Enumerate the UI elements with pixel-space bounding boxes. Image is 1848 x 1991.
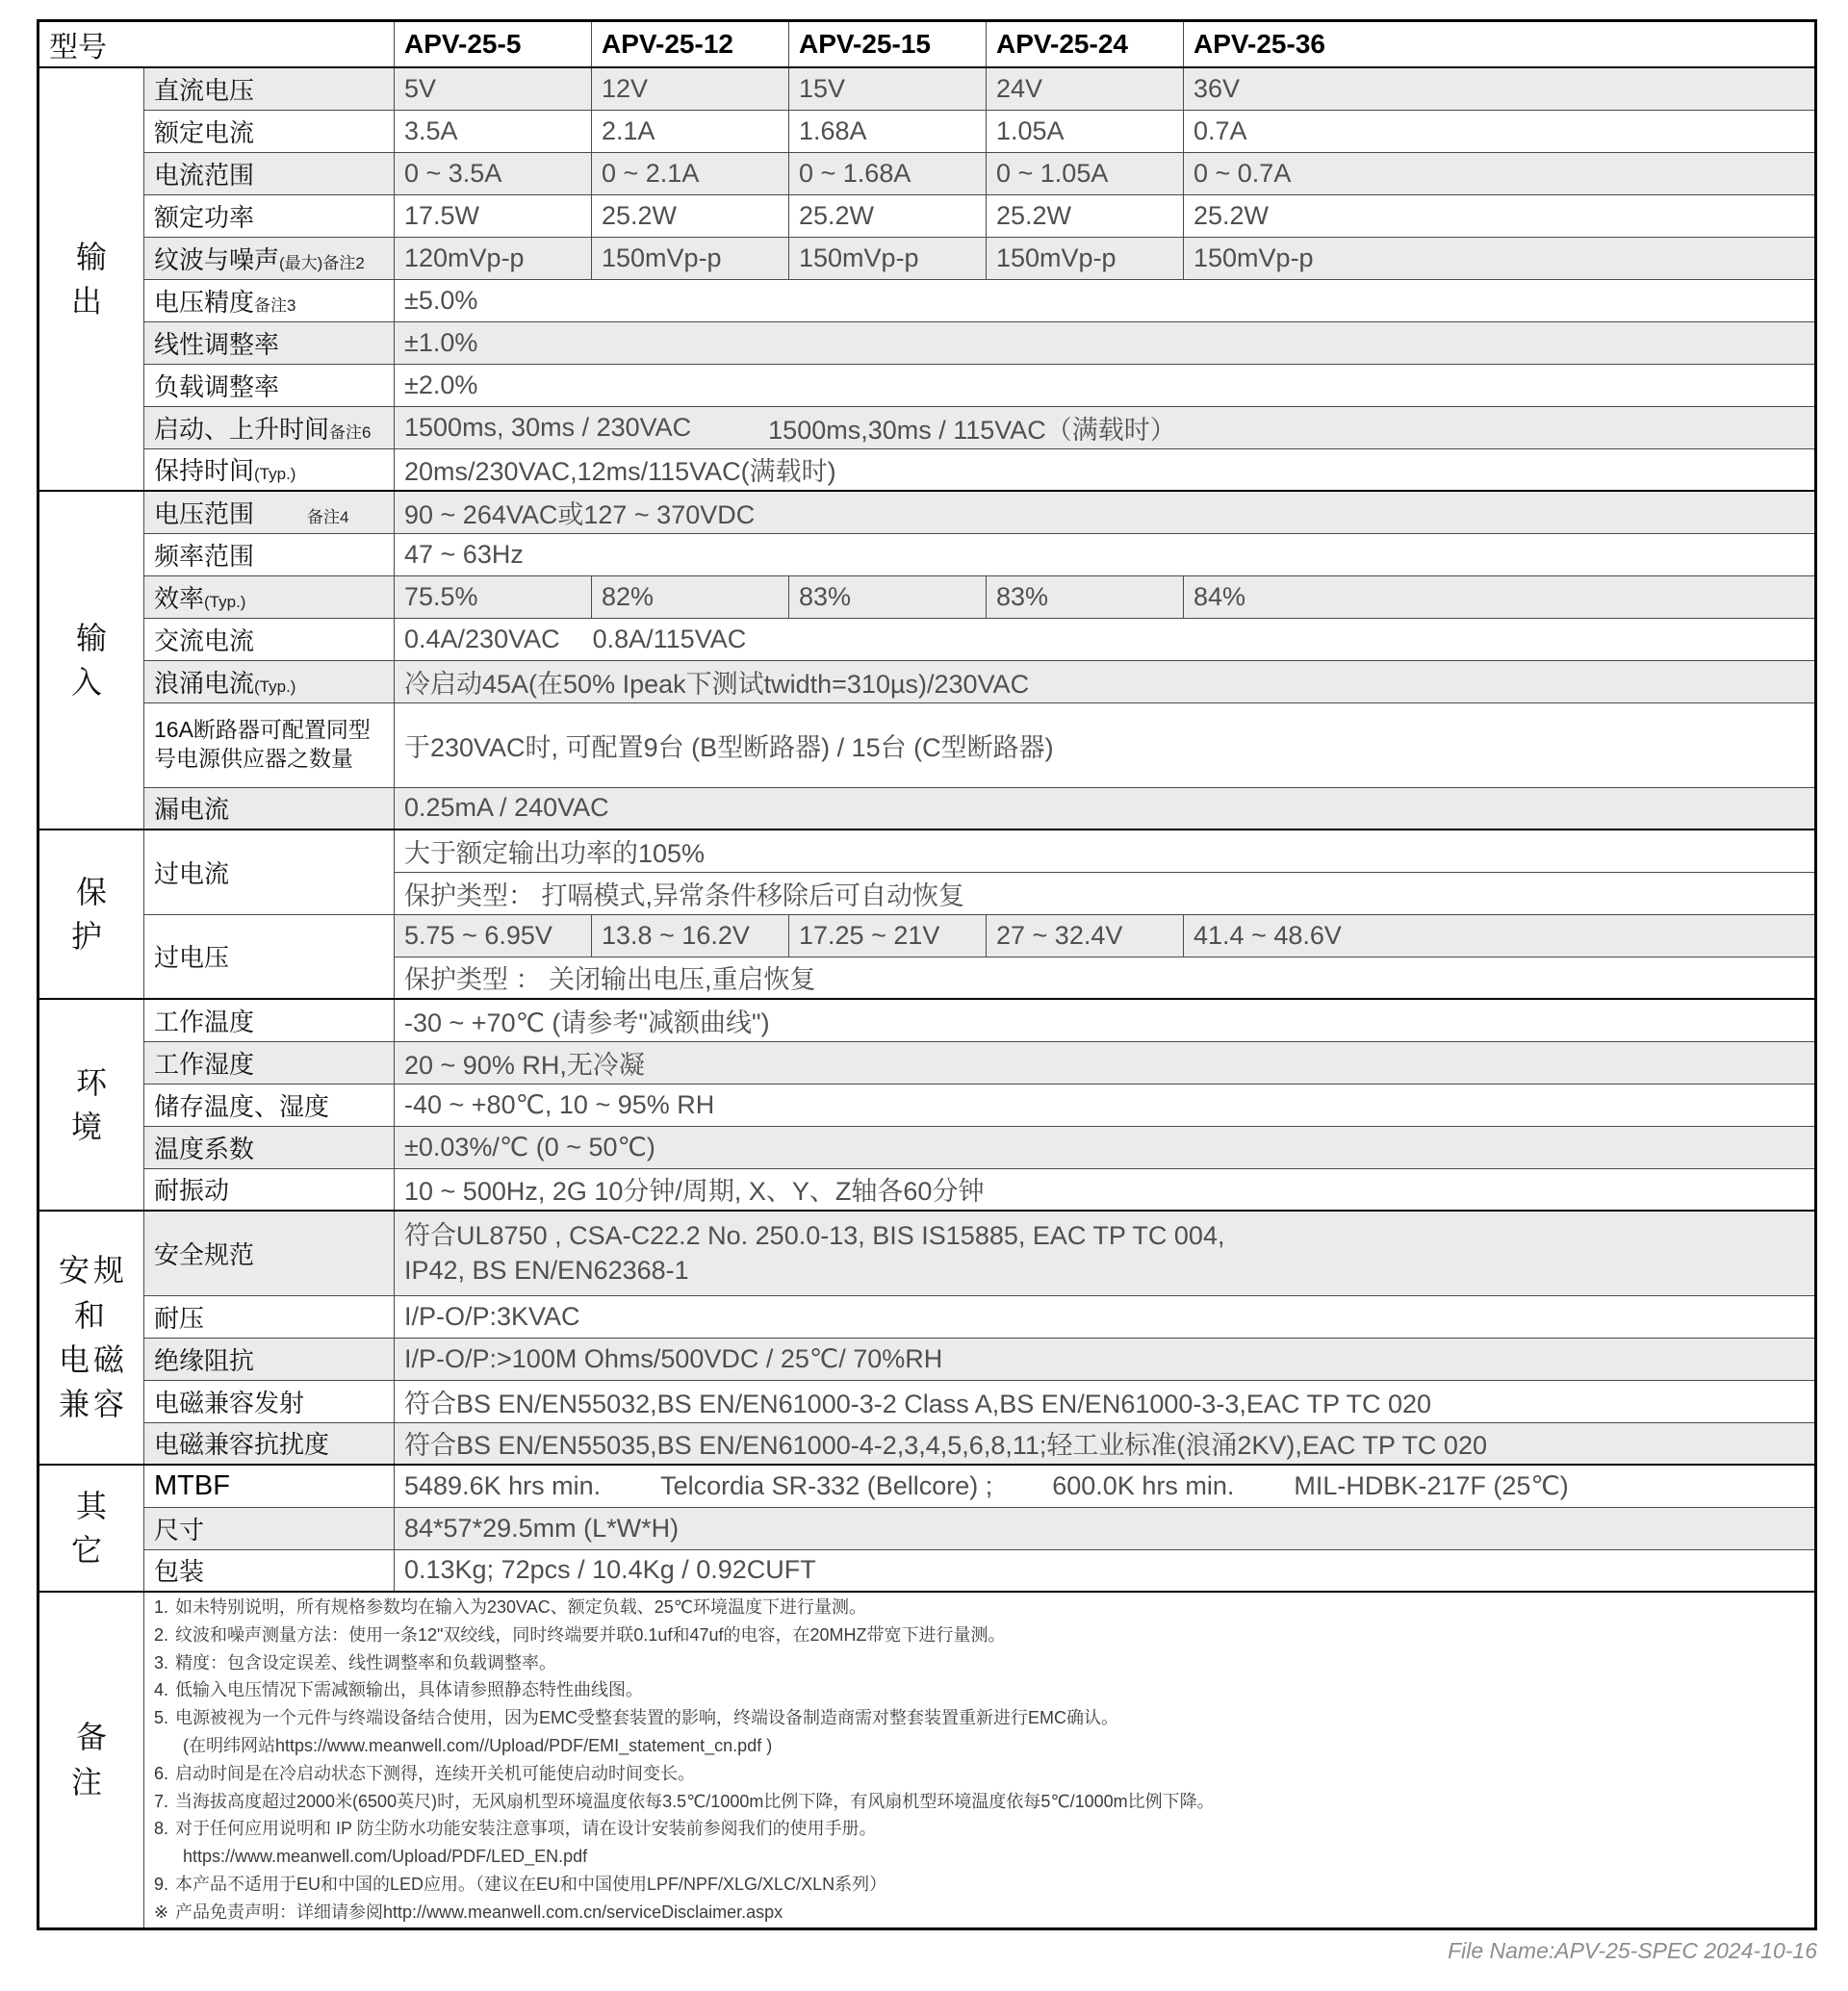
row-label-packing: 包装: [144, 1549, 395, 1592]
ac-current-230vac: 0.4A/230VAC: [404, 624, 560, 653]
value-cell: [395, 1211, 1816, 1295]
row-label-breaker-quantity: [144, 702, 395, 787]
safety-standards-line2: IP42, BS EN/EN62368-1: [404, 1256, 689, 1286]
value-cell: 0 ~ 1.05A: [987, 152, 1184, 194]
note-text: 对于任何应用说明和 IP 防尘防水功能安装注意事项，请在设计安装前参阅我们的使用手册。: [175, 1819, 877, 1839]
value-cell: [395, 406, 1816, 448]
value-cell: 符合BS EN/EN55035,BS EN/EN61000-4-2,3,4,5,6,8,11;轻工业标准(浪涌2KV),EAC TP TC 020: [395, 1422, 1816, 1465]
note-item: [154, 1594, 1805, 1621]
row-label-over-voltage: 过电压: [144, 914, 395, 999]
value-cell: 120mVp-p: [395, 237, 592, 279]
value-cell: 83%: [789, 575, 987, 618]
row-label-voltage-range: [144, 491, 395, 533]
value-cell: 41.4 ~ 48.6V: [1184, 914, 1816, 957]
row-label-inrush-current: [144, 660, 395, 702]
note-text: 如未特别说明，所有规格参数均在输入为230VAC、额定负载、25℃环境温度下进行量测。: [175, 1597, 866, 1617]
label-text: 启动、上升时间: [154, 414, 330, 444]
row-label-withstand-voltage: 耐压: [144, 1295, 395, 1338]
value-cell: 5V: [395, 67, 592, 110]
label-text: 号电源供应器之数量: [154, 746, 353, 771]
mtbf-standard-2: MIL-HDBK-217F (25℃): [1294, 1470, 1569, 1500]
note-number: 1.: [154, 1597, 169, 1617]
section-label-output: 输出: [38, 67, 144, 491]
value-cell: 20 ~ 90% RH,无冷凝: [395, 1041, 1816, 1084]
value-cell: 20ms/230VAC,12ms/115VAC(满载时): [395, 448, 1816, 491]
value-cell: -30 ~ +70℃ (请参考"减额曲线"): [395, 999, 1816, 1041]
note-text: 启动时间是在冷启动状态下测得，连续开关机可能使启动时间变长。: [175, 1763, 695, 1783]
mtbf-hours: 5489.6K hrs min.: [404, 1470, 602, 1500]
note-number: 3.: [154, 1652, 169, 1672]
row-label-ripple-noise: [144, 237, 395, 279]
value-cell: 17.5W: [395, 194, 592, 237]
value-cell: 27 ~ 32.4V: [987, 914, 1184, 957]
note-text: 精度：包含设定误差、线性调整率和负载调整率。: [175, 1652, 556, 1672]
note-item: [154, 1704, 1805, 1732]
label-text: 16A断路器可配置同型: [154, 717, 371, 743]
value-cell: 83%: [987, 575, 1184, 618]
safety-standards-line1: 符合UL8750 , CSA-C22.2 No. 250.0-13, BIS IS15885, EAC TP TC 004,: [404, 1220, 1225, 1250]
label-text: 电压精度: [154, 287, 255, 317]
note-item: [154, 1649, 1805, 1677]
value-cell: 5.75 ~ 6.95V: [395, 914, 592, 957]
value-cell: [395, 618, 1816, 660]
value-cell: 0.13Kg; 72pcs / 10.4Kg / 0.92CUFT: [395, 1549, 1816, 1592]
value-cell: I/P-O/P:>100M Ohms/500VDC / 25℃/ 70%RH: [395, 1338, 1816, 1380]
label-note: 备注4: [307, 507, 349, 526]
note-item-disclaimer: [154, 1899, 1805, 1927]
value-cell: 25.2W: [592, 194, 789, 237]
label-text: 纹波与噪声: [154, 244, 280, 274]
note-item-continuation: [154, 1732, 1805, 1760]
note-text: https://www.meanwell.com/Upload/PDF/LED_EN.pdf: [183, 1847, 588, 1867]
note-number: 6.: [154, 1763, 169, 1783]
value-cell: 150mVp-p: [1184, 237, 1816, 279]
value-cell: 0 ~ 0.7A: [1184, 152, 1816, 194]
section-label-safety-emc: [38, 1211, 144, 1465]
row-label-setup-rise-time: [144, 406, 395, 448]
label-note: (最大)备注2: [279, 253, 365, 272]
value-cell: 1.68A: [789, 110, 987, 152]
setup-time-230vac: 1500ms, 30ms / 230VAC: [404, 412, 692, 442]
notes-block: [144, 1592, 1816, 1928]
row-label-working-temp: 工作温度: [144, 999, 395, 1041]
value-cell: ±5.0%: [395, 279, 1816, 321]
spec-table: [37, 19, 1817, 1930]
label-text: 效率: [154, 583, 205, 613]
model-name-apv-25-5: APV-25-5: [395, 21, 592, 68]
note-text: 低输入电压情况下需减额输出，具体请参照静态特性曲线图。: [175, 1680, 643, 1700]
label-text: 保持时间: [154, 456, 255, 486]
value-cell: 保护类型 ： 关闭输出电压,重启恢复: [395, 957, 1816, 999]
value-cell: 150mVp-p: [987, 237, 1184, 279]
label-note: (Typ.): [254, 676, 296, 696]
note-item: [154, 1871, 1805, 1899]
row-label-voltage-accuracy: [144, 279, 395, 321]
note-text: 产品免责声明：详细请参阅http://www.meanwell.com.cn/serviceDisclaimer.aspx: [175, 1902, 783, 1922]
section-title-line: 电磁: [58, 1342, 128, 1377]
value-cell: 0 ~ 2.1A: [592, 152, 789, 194]
value-cell: 47 ~ 63Hz: [395, 533, 1816, 575]
value-cell: 于230VAC时, 可配置9台 (B型断路器) / 15台 (C型断路器): [395, 702, 1816, 787]
model-name-apv-25-36: APV-25-36: [1184, 21, 1816, 68]
note-item: [154, 1676, 1805, 1704]
note-item-continuation: [154, 1843, 1805, 1871]
row-label-efficiency: [144, 575, 395, 618]
value-cell: 保护类型： 打嗝模式,异常条件移除后可自动恢复: [395, 872, 1816, 914]
mtbf-standard-1: Telcordia SR-332 (Bellcore) ;: [660, 1470, 993, 1500]
row-label-safety-standards: 安全规范: [144, 1211, 395, 1295]
note-text: 纹波和噪声测量方法：使用一条12"双绞线，同时终端要并联0.1uf和47uf的电容，在20MHZ带宽下进行量测。: [175, 1624, 1006, 1645]
row-label-emc-emission: 电磁兼容发射: [144, 1380, 395, 1422]
row-label-working-humidity: 工作湿度: [144, 1041, 395, 1084]
mtbf-hours-2: 600.0K hrs min.: [1052, 1470, 1235, 1500]
value-cell: 1.05A: [987, 110, 1184, 152]
note-number: 4.: [154, 1680, 169, 1700]
value-cell: 25.2W: [987, 194, 1184, 237]
note-number: 5.: [154, 1708, 169, 1728]
value-cell: 25.2W: [1184, 194, 1816, 237]
label-text: MTBF: [154, 1469, 230, 1501]
value-cell: 10 ~ 500Hz, 2G 10分钟/周期, X、Y、Z轴各60分钟: [395, 1168, 1816, 1211]
note-item: [154, 1760, 1805, 1788]
section-label-others: 其它: [38, 1465, 144, 1592]
note-number: ※: [154, 1902, 169, 1922]
value-cell: -40 ~ +80℃, 10 ~ 95% RH: [395, 1084, 1816, 1126]
row-label-current-range: 电流范围: [144, 152, 395, 194]
row-label-dimension: 尺寸: [144, 1507, 395, 1549]
section-label-protection: 保护: [38, 830, 144, 999]
label-note: (Typ.): [254, 465, 296, 484]
label-note: 备注3: [254, 295, 296, 315]
value-cell: 82%: [592, 575, 789, 618]
note-number: 7.: [154, 1791, 169, 1811]
value-cell: 符合BS EN/EN55032,BS EN/EN61000-3-2 Class A,BS EN/EN61000-3-3,EAC TP TC 020: [395, 1380, 1816, 1422]
model-name-apv-25-12: APV-25-12: [592, 21, 789, 68]
row-label-dc-voltage: 直流电压: [144, 67, 395, 110]
value-cell: 150mVp-p: [789, 237, 987, 279]
value-cell: 90 ~ 264VAC或127 ~ 370VDC: [395, 491, 1816, 533]
note-number: 9.: [154, 1874, 169, 1894]
value-cell: 大于额定输出功率的105%: [395, 830, 1816, 872]
value-cell: [395, 1465, 1816, 1507]
value-cell: ±0.03%/℃ (0 ~ 50℃): [395, 1126, 1816, 1168]
row-label-frequency-range: 频率范围: [144, 533, 395, 575]
value-cell: 84%: [1184, 575, 1816, 618]
note-number: 2.: [154, 1624, 169, 1645]
model-name-apv-25-15: APV-25-15: [789, 21, 987, 68]
row-label-hold-time: [144, 448, 395, 491]
note-text: (在明纬网站https://www.meanwell.com//Upload/PDF/EMI_statement_cn.pdf ): [183, 1735, 773, 1755]
value-cell: 17.25 ~ 21V: [789, 914, 987, 957]
row-label-vibration: 耐振动: [144, 1168, 395, 1211]
row-label-emc-immunity: 电磁兼容抗扰度: [144, 1422, 395, 1465]
value-cell: 0 ~ 1.68A: [789, 152, 987, 194]
note-text: 本产品不适用于EU和中国的LED应用。（建议在EU和中国使用LPF/NPF/XLG/XLC/XLN系列）: [175, 1874, 887, 1894]
label-note: (Typ.): [204, 592, 246, 611]
row-label-leakage-current: 漏电流: [144, 787, 395, 830]
value-cell: 150mVp-p: [592, 237, 789, 279]
label-text: 浪涌电流: [154, 668, 255, 698]
section-label-environment: 环境: [38, 999, 144, 1211]
model-name-apv-25-24: APV-25-24: [987, 21, 1184, 68]
value-cell: I/P-O/P:3KVAC: [395, 1295, 1816, 1338]
value-cell: 24V: [987, 67, 1184, 110]
row-label-storage-temp-humidity: 储存温度、湿度: [144, 1084, 395, 1126]
row-label-ac-current: 交流电流: [144, 618, 395, 660]
section-label-input: 输入: [38, 491, 144, 830]
value-cell: 75.5%: [395, 575, 592, 618]
row-label-temp-coefficient: 温度系数: [144, 1126, 395, 1168]
ac-current-115vac: 0.8A/115VAC: [592, 624, 747, 653]
note-item: [154, 1621, 1805, 1649]
value-cell: 13.8 ~ 16.2V: [592, 914, 789, 957]
row-label-rated-power: 额定功率: [144, 194, 395, 237]
row-label-over-current: 过电流: [144, 830, 395, 914]
note-text: 电源被视为一个元件与终端设备结合使用，因为EMC受整套装置的影响，终端设备制造商需对整套装置重新进行EMC确认。: [175, 1708, 1118, 1728]
model-row-label: 型号: [38, 21, 395, 68]
row-label-line-regulation: 线性调整率: [144, 321, 395, 364]
value-cell: 36V: [1184, 67, 1816, 110]
value-cell: 0.7A: [1184, 110, 1816, 152]
note-number: 8.: [154, 1819, 169, 1839]
note-text: 当海拔高度超过2000米(6500英尺)时，无风扇机型环境温度依每3.5℃/1000m比例下降，有风扇机型环境温度依每5℃/1000m比例下降。: [175, 1791, 1215, 1811]
row-label-load-regulation: 负载调整率: [144, 364, 395, 406]
row-label-rated-current: 额定电流: [144, 110, 395, 152]
file-name-footer: File Name:APV-25-SPEC 2024-10-16: [1448, 1937, 1817, 1963]
row-label-mtbf: [144, 1465, 395, 1507]
value-cell: 2.1A: [592, 110, 789, 152]
value-cell: 冷启动45A(在50% Ipeak下测试twidth=310µs)/230VAC: [395, 660, 1816, 702]
section-title-line: 兼容: [58, 1387, 128, 1422]
value-cell: 25.2W: [789, 194, 987, 237]
label-text: 电压范围: [154, 498, 255, 528]
setup-time-115vac: 1500ms,30ms / 115VAC（满载时）: [768, 415, 1176, 445]
value-cell: 0.25mA / 240VAC: [395, 787, 1816, 830]
value-cell: 0 ~ 3.5A: [395, 152, 592, 194]
label-note: 备注6: [329, 422, 372, 442]
value-cell: ±1.0%: [395, 321, 1816, 364]
value-cell: 12V: [592, 67, 789, 110]
value-cell: 3.5A: [395, 110, 592, 152]
value-cell: ±2.0%: [395, 364, 1816, 406]
row-label-isolation-resistance: 绝缘阻抗: [144, 1338, 395, 1380]
note-item: [154, 1815, 1805, 1843]
section-title-line: 安规和: [58, 1253, 128, 1333]
value-cell: 84*57*29.5mm (L*W*H): [395, 1507, 1816, 1549]
note-item: [154, 1788, 1805, 1816]
section-label-notes: 备注: [38, 1592, 144, 1928]
value-cell: 15V: [789, 67, 987, 110]
